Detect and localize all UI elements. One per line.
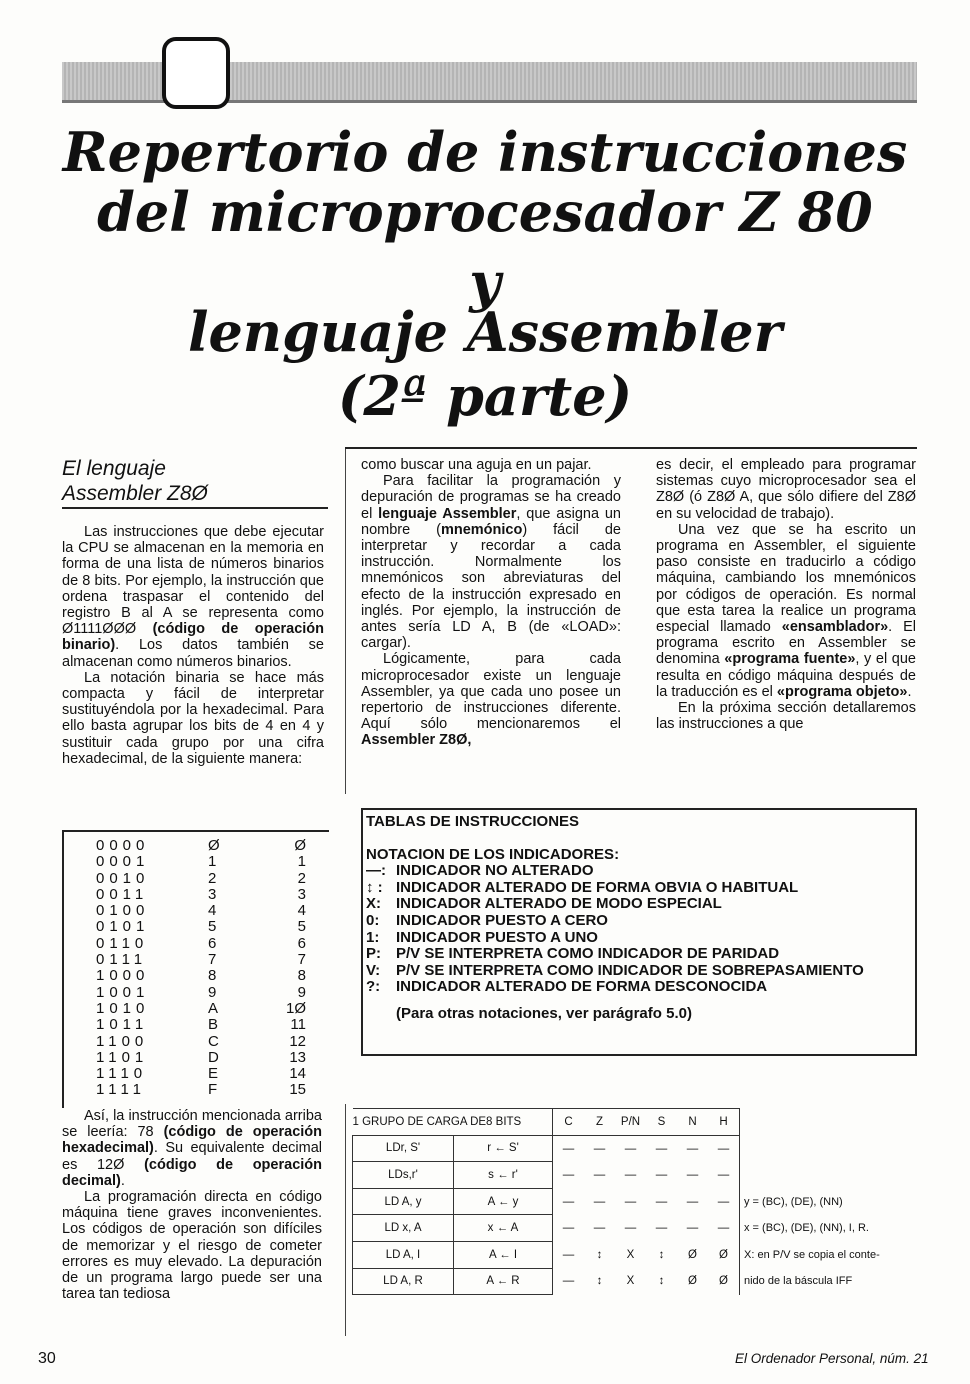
decimal-value: 8 [297, 967, 306, 985]
hex-value: 5 [208, 918, 217, 936]
flag-cell: X [626, 1248, 635, 1261]
flag-cell: — [655, 1142, 668, 1155]
binary-table-row [96, 985, 306, 1001]
load-group-table [352, 1108, 919, 1295]
note-cell: nido de la báscula IFF [740, 1268, 920, 1295]
binary-value: 0011 [96, 885, 149, 903]
binary-value: 0000 [96, 837, 150, 854]
paragraph: La programación directa en código máquina tiene graves inconvenientes. Los códigos de operación son difíciles de memorizar y el riesgo de cometer errores es muy elevado. La depuración de un programa largo puede ser una tarea tan tediosa [62, 1189, 322, 1303]
decimal-value: 5 [297, 918, 306, 936]
title-line-4: lenguaje Assembler [187, 300, 783, 364]
column-divider-lower [345, 1104, 346, 1336]
binary-table-row [96, 887, 306, 903]
notation-item [366, 946, 914, 963]
notation-content [366, 814, 914, 1023]
notation-item [366, 930, 914, 947]
notation-text: P/V SE INTERPRETA COMO INDICADOR DE PARIDAD [396, 945, 780, 963]
flag-cell: — [624, 1168, 637, 1181]
flag-cell: — [593, 1168, 606, 1181]
table-row [353, 1215, 920, 1242]
flag-cell: — [686, 1142, 699, 1155]
note-cell: X: en P/V se copia el conte- [740, 1241, 920, 1268]
decimal-value: 12 [289, 1032, 306, 1050]
hex-value: Ø [208, 837, 220, 854]
flag-cell: — [655, 1195, 668, 1208]
notation-text: INDICADOR PUESTO A UNO [396, 928, 598, 946]
table-header-row [353, 1109, 920, 1136]
notation-symbol: P: [366, 945, 381, 963]
flag-cell: ↕ [596, 1275, 603, 1288]
flag-cell: — [624, 1195, 637, 1208]
binary-value: 1001 [96, 983, 150, 1001]
binary-table-row [96, 952, 306, 968]
notation-text: INDICADOR ALTERADO DE FORMA DESCONOCIDA [396, 978, 768, 996]
mnemonic-cell: LD A, R [353, 1268, 454, 1295]
operation-cell: x ← A [454, 1215, 553, 1242]
binary-value: 0101 [96, 918, 150, 936]
notation-symbol: ↕ : [366, 878, 383, 896]
mnemonic-cell: LDs,r' [353, 1162, 454, 1189]
notation-item [366, 963, 914, 980]
flag-cell: — [562, 1142, 575, 1155]
notation-symbol: X: [366, 895, 381, 913]
operation-cell: A ← y [454, 1188, 553, 1215]
paragraph: es decir, el empleado para programar sistemas cuyo microprocesador sea el Z8Ø (ó Z8Ø A, que sólo difiere del Z8Ø en su velocidad de trabajo). [656, 457, 916, 522]
hex-value: 6 [208, 934, 217, 952]
binary-value: 0001 [96, 853, 150, 871]
publication-footer: El Ordenador Personal, núm. 21 [735, 1351, 929, 1366]
section-heading-rule [62, 507, 328, 509]
paragraph: como buscar una aguja en un pajar. [361, 457, 592, 473]
column-3 [656, 457, 916, 732]
flag-cell: ↕ [596, 1248, 603, 1261]
flag-cell: — [686, 1222, 699, 1235]
flag-cell: — [593, 1195, 606, 1208]
notation-box-title: TABLAS DE INSTRUCCIONES [366, 813, 580, 830]
flag-cell: Ø [688, 1275, 697, 1288]
hex-value: E [208, 1065, 219, 1083]
binary-value: 0110 [96, 934, 149, 952]
table-row [353, 1135, 920, 1162]
binary-table-row [96, 854, 306, 870]
hex-value: 8 [208, 967, 217, 985]
notation-symbol: 0: [366, 911, 380, 929]
flag-cell: ↕ [658, 1248, 665, 1261]
binary-value: 1000 [96, 967, 150, 985]
notation-note: (Para otras notaciones, ver parágrafo 5.0) [396, 1004, 692, 1022]
flag-cell: — [562, 1168, 575, 1181]
hex-value: 1 [208, 853, 217, 871]
title-line-2: del microprocesador Z 80 [97, 180, 873, 244]
table-header-title: 1 GRUPO DE CARGA DE8 BITS [353, 1109, 553, 1136]
flag-header: H [708, 1109, 740, 1136]
title-line-3: y [469, 250, 501, 314]
flag-cell: — [686, 1168, 699, 1181]
hex-value: 4 [208, 902, 217, 920]
flag-header: C [553, 1109, 585, 1136]
binary-value: 1010 [96, 999, 150, 1017]
flag-cell: — [624, 1222, 637, 1235]
binary-table-row [96, 919, 306, 935]
table-row [353, 1162, 920, 1189]
flag-header: Z [584, 1109, 615, 1136]
mnemonic-cell: LD A, y [353, 1188, 454, 1215]
binary-value: 1100 [96, 1032, 149, 1050]
flag-cell: — [717, 1195, 730, 1208]
flag-header: S [646, 1109, 677, 1136]
notation-symbol: V: [366, 961, 381, 979]
decimal-value: 14 [289, 1065, 306, 1083]
operation-cell: A ← I [454, 1241, 553, 1268]
notes-header [740, 1109, 920, 1136]
flag-cell: ↕ [658, 1275, 665, 1288]
decimal-value: 3 [297, 885, 306, 903]
notation-item [366, 913, 914, 930]
paragraph: Para facilitar la programación y depuración de programas se ha creado el lenguaje Assembler, que asigna un nombre (mnemónico) fácil de interpretar y recordar a cada instrucción. Normalmente los mnemónicos son abreviaturas del efecto de la instrucción expresado en inglés. Por ejemplo, la instrucción de antes sería LD A, B (de «LOAD»: cargar). [361, 473, 621, 652]
binary-table-row [96, 903, 306, 919]
notation-text: INDICADOR ALTERADO DE FORMA OBVIA O HABITUAL [396, 878, 799, 896]
note-cell [740, 1135, 920, 1162]
flag-cell: — [717, 1142, 730, 1155]
paragraph: La notación binaria se hace más compacta y fácil de interpretar sustituyéndola por la hexadecimal. Para ello basta agrupar los bits de 4 en 4 y sustituir cada grupo por una cifra hexadecimal, de la siguiente manera: [62, 669, 324, 767]
binary-table-row [96, 1001, 306, 1017]
flag-cell: — [562, 1248, 575, 1261]
mnemonic-cell: LD x, A [353, 1215, 454, 1242]
notation-list [366, 863, 914, 996]
hex-value: 2 [208, 869, 217, 887]
flag-cell: Ø [688, 1248, 697, 1261]
decimal-value: Ø [294, 837, 306, 854]
operation-cell: s ← r' [454, 1162, 553, 1189]
binary-table-row [96, 936, 306, 952]
flag-cell: — [593, 1222, 606, 1235]
flag-cell: — [655, 1222, 668, 1235]
hex-value: C [208, 1032, 219, 1050]
mnemonic-cell: LDr, S' [353, 1135, 454, 1162]
flag-cell: — [562, 1195, 575, 1208]
binary-table-row [96, 871, 306, 887]
flag-cell: — [624, 1142, 637, 1155]
title-line-5: (2ª parte) [337, 364, 633, 428]
hex-value: 3 [208, 885, 217, 903]
column-divider [345, 449, 346, 794]
top-rule [345, 447, 917, 449]
binary-value: 1011 [96, 1016, 149, 1034]
decimal-value: 1 [297, 853, 306, 871]
binary-value: 0010 [96, 869, 150, 887]
hex-value: A [208, 999, 219, 1017]
column-1-continued [62, 1108, 322, 1302]
title-line-1: Repertorio de instrucciones [62, 120, 908, 184]
table-row [353, 1241, 920, 1268]
hex-value: D [208, 1048, 219, 1066]
operation-cell: A ← R [454, 1268, 553, 1295]
binary-value: 1111 [96, 1081, 147, 1099]
notation-text: INDICADOR NO ALTERADO [396, 862, 594, 880]
binary-table-row [96, 1017, 306, 1033]
flag-cell: X [626, 1275, 635, 1288]
notation-item [366, 880, 914, 897]
flag-cell: — [686, 1195, 699, 1208]
binary-table-row [96, 1034, 306, 1050]
binary-value: 0111 [96, 951, 148, 969]
table-row [353, 1268, 920, 1295]
notation-text: INDICADOR ALTERADO DE MODO ESPECIAL [396, 895, 722, 913]
note-cell: x = (BC), (DE), (NN), I, R. [740, 1215, 920, 1242]
decimal-value: 15 [289, 1081, 306, 1099]
flag-header: N [677, 1109, 708, 1136]
binary-table-row [96, 838, 306, 854]
note-cell: y = (BC), (DE), (NN) [740, 1188, 920, 1215]
binary-value: 1101 [96, 1048, 149, 1066]
decimal-value: 13 [289, 1048, 306, 1066]
decimal-value: 4 [297, 902, 306, 920]
notation-symbol: —: [366, 862, 386, 880]
notation-item [366, 863, 914, 880]
binary-table-row [96, 1082, 306, 1098]
flag-cell: Ø [719, 1275, 728, 1288]
decimal-value: 11 [290, 1016, 306, 1034]
paragraph: En la próxima sección detallaremos las instrucciones a que [656, 700, 916, 733]
flag-cell: — [562, 1222, 575, 1235]
decimal-value: 7 [297, 951, 306, 969]
flag-cell: — [655, 1168, 668, 1181]
hex-value: F [208, 1081, 218, 1099]
notation-symbol: 1: [366, 928, 380, 946]
flag-cell: — [562, 1275, 575, 1288]
section-heading [62, 456, 208, 506]
column-1 [62, 524, 324, 767]
note-cell [740, 1162, 920, 1189]
table-row [353, 1188, 920, 1215]
hex-value: B [208, 1016, 219, 1034]
hex-value: 7 [208, 951, 217, 969]
notation-subtitle: NOTACION DE LOS INDICADORES: [366, 845, 620, 863]
paragraph: Una vez que se ha escrito un programa en Assembler, el siguiente paso consiste en traducirlo a código máquina, cambiando los mnemónicos por códigos de operación. Es normal que esta tarea la realice un programa especial llamado «ensamblador». El programa escrito en Assembler se denomina «programa fuente», y el que resulta en código máquina después de la traducción es el «programa objeto». [656, 521, 916, 700]
flag-header: P/N [615, 1109, 646, 1136]
binary-table-row [96, 968, 306, 984]
page-number: 30 [38, 1350, 56, 1367]
flag-cell: — [717, 1168, 730, 1181]
decimal-value: 2 [297, 869, 306, 887]
mnemonic-cell: LD A, I [353, 1241, 454, 1268]
binary-table-row [96, 1050, 306, 1066]
paragraph: Así, la instrucción mencionada arriba se leería: 78 (código de operación hexadecimal). Su equivalente decimal es 12Ø (código de operación decimal). [62, 1108, 323, 1189]
notation-item [366, 896, 914, 913]
notation-item [366, 979, 914, 996]
decimal-value: 9 [297, 983, 306, 1001]
binary-value: 0100 [96, 902, 150, 920]
section-heading-line-2: Assembler Z8Ø [62, 482, 208, 505]
decimal-value: 1Ø [285, 999, 306, 1017]
binary-hex-table [96, 838, 306, 1099]
section-heading-line-1: El lenguaje [62, 457, 166, 480]
operation-cell: r ← S' [454, 1135, 553, 1162]
flag-cell: — [593, 1142, 606, 1155]
notation-text: INDICADOR PUESTO A CERO [396, 911, 608, 929]
column-2 [361, 457, 621, 749]
decimal-value: 6 [297, 934, 306, 952]
paragraph: Las instrucciones que debe ejecutar la CPU se almacenan en la memoria en forma de una lista de números binarios de 8 bits. Por ejemplo, la instrucción que ordena traspasar el contenido del registro B al A se representa como Ø1111ØØØ (código de operación binario). Los datos también se almacenan como números binarios. [62, 524, 325, 670]
notation-text: P/V SE INTERPRETA COMO INDICADOR DE SOBREPASAMIENTO [396, 961, 864, 979]
hex-value: 9 [208, 983, 217, 1001]
notation-symbol: ?: [366, 978, 381, 996]
paragraph: Lógicamente, para cada microprocesador existe un lenguaje Assembler, ya que cada uno posee un repertorio de instrucciones diferente. Aquí sólo mencionaremos el Assembler Z8Ø, [361, 651, 621, 749]
flag-cell: Ø [719, 1248, 728, 1261]
flag-cell: — [717, 1222, 730, 1235]
binary-value: 1110 [96, 1065, 148, 1083]
binary-table-row [96, 1066, 306, 1082]
section-box-icon [162, 37, 230, 109]
